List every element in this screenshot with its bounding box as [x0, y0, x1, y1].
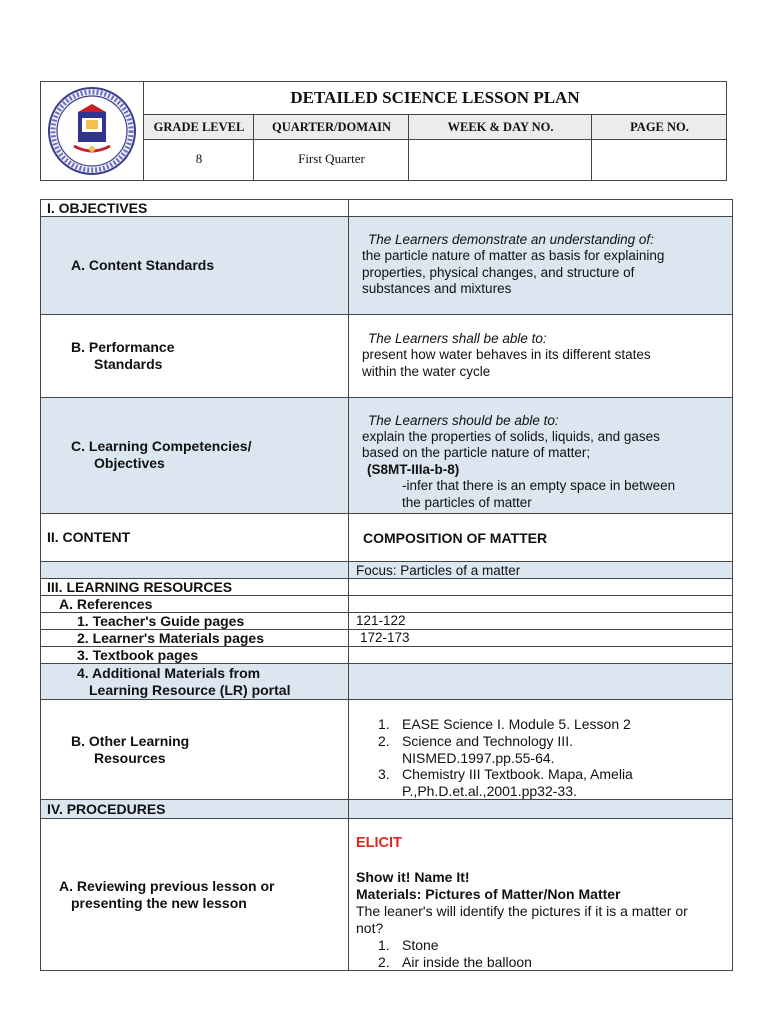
performance-standards-label: B. Performance — [71, 339, 175, 355]
list-item: Chemistry III Textbook. Mapa, Amelia — [402, 766, 633, 782]
references-label: A. References — [59, 596, 153, 612]
textbook-row — [40, 646, 733, 664]
competencies-line: explain the properties of solids, liquids, and gases — [362, 429, 660, 444]
divider — [591, 115, 592, 180]
list-item: EASE Science I. Module 5. Lesson 2 — [402, 716, 631, 732]
page-no-label: PAGE NO. — [630, 120, 689, 134]
instruction-text: not? — [356, 920, 384, 936]
learners-materials-row — [40, 629, 733, 647]
performance-standards-line: within the water cycle — [362, 364, 491, 379]
competencies-intro: The Learners should be able to: — [368, 413, 559, 428]
divider — [408, 115, 409, 180]
performance-standards-label: Standards — [94, 356, 163, 372]
other-resources-label: B. Other Learning — [71, 733, 190, 749]
teachers-guide-label: 1. Teacher's Guide pages — [77, 613, 245, 629]
list-item-number: 2. — [378, 954, 390, 970]
content-standards-row — [40, 216, 733, 315]
list-item: NISMED.1997.pp.55-64. — [402, 750, 555, 766]
content-standards-line: substances and mixtures — [362, 281, 512, 296]
logo-cell — [41, 82, 144, 180]
additional-materials-label: Learning Resource (LR) portal — [89, 682, 291, 698]
resources-heading: III. LEARNING RESOURCES — [47, 579, 233, 595]
list-item: Stone — [402, 937, 439, 953]
elicit-label: ELICIT — [356, 835, 402, 851]
other-resources-row — [40, 699, 733, 800]
list-item-number: 2. — [378, 733, 390, 749]
materials-text: Materials: Pictures of Matter/Non Matter — [356, 886, 621, 902]
content-standards-line: properties, physical changes, and structure of — [362, 265, 635, 280]
grade-level-value: 8 — [195, 151, 203, 166]
reviewing-lesson-row — [40, 818, 733, 971]
competencies-label: Objectives — [94, 455, 165, 471]
reviewing-lesson-label: presenting the new lesson — [71, 895, 247, 911]
content-topic: COMPOSITION OF MATTER — [363, 530, 548, 546]
activity-title: Show it! Name It! — [356, 869, 470, 885]
page-no-value — [592, 140, 727, 180]
list-item: Science and Technology III. — [402, 733, 573, 749]
competencies-line: based on the particle nature of matter; — [362, 445, 591, 460]
deped-seal-icon — [46, 86, 138, 176]
grade-level-label: GRADE LEVEL — [153, 120, 245, 134]
textbook-label: 3. Textbook pages — [77, 647, 199, 663]
focus-row — [40, 561, 733, 579]
procedures-heading: IV. PROCEDURES — [47, 801, 166, 817]
list-item-number: 3. — [378, 766, 390, 782]
list-item: Air inside the balloon — [402, 954, 532, 970]
divider — [253, 115, 254, 180]
learners-materials-label: 2. Learner's Materials pages — [77, 630, 264, 646]
learners-materials-value: 172-173 — [360, 630, 410, 645]
competencies-sub: the particles of matter — [402, 495, 532, 510]
list-item-number: 1. — [378, 716, 390, 732]
teachers-guide-value: 121-122 — [356, 613, 406, 628]
content-standards-intro: The Learners demonstrate an understanding of: — [368, 232, 654, 247]
objectives-heading: I. OBJECTIVES — [47, 200, 148, 216]
list-item: P.,Ph.D.et.al.,2001.pp32-33. — [402, 783, 577, 799]
competencies-row — [40, 397, 733, 514]
performance-standards-intro: The Learners shall be able to: — [368, 331, 547, 346]
performance-standards-line: present how water behaves in its different states — [362, 347, 651, 362]
competency-code: (S8MT-IIIa-b-8) — [367, 462, 460, 477]
reviewing-lesson-label: A. Reviewing previous lesson or — [59, 878, 275, 894]
list-item-number: 1. — [378, 937, 390, 953]
header-labels-row — [144, 115, 726, 140]
performance-standards-row — [40, 314, 733, 398]
quarter-domain-label: QUARTER/DOMAIN — [271, 120, 391, 134]
content-row — [40, 513, 733, 562]
resources-heading-row — [40, 578, 733, 596]
content-heading: II. CONTENT — [47, 529, 131, 545]
content-standards-line: the particle nature of matter as basis for explaining — [362, 248, 665, 263]
week-day-label: WEEK & DAY NO. — [447, 120, 554, 134]
references-row — [40, 595, 733, 613]
header-values-row — [144, 140, 726, 180]
content-standards-label: A. Content Standards — [71, 257, 215, 273]
competencies-sub: -infer that there is an empty space in between — [402, 478, 676, 493]
additional-materials-label: 4. Additional Materials from — [77, 665, 261, 681]
content-focus: Focus: Particles of a matter — [356, 563, 521, 578]
additional-materials-row — [40, 663, 733, 700]
other-resources-label: Resources — [94, 750, 166, 766]
page-title: DETAILED SCIENCE LESSON PLAN — [144, 82, 726, 115]
lesson-plan-header — [40, 81, 727, 181]
instruction-text: The leaner's will identify the pictures if it is a matter or — [356, 903, 688, 919]
procedures-heading-row — [40, 799, 733, 819]
week-day-value — [409, 140, 592, 180]
objectives-heading-row — [40, 199, 733, 217]
quarter-domain-value: First Quarter — [298, 151, 365, 166]
competencies-label: C. Learning Competencies/ — [71, 438, 252, 454]
teachers-guide-row — [40, 612, 733, 630]
